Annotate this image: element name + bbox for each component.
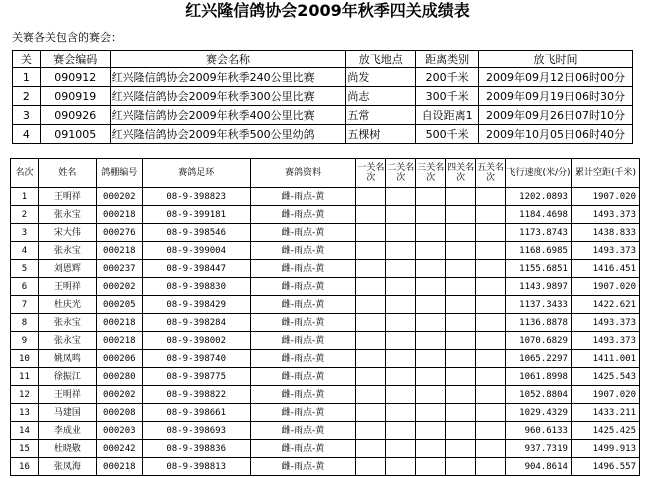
- result-cell: [386, 350, 416, 368]
- result-cell: [386, 242, 416, 260]
- result-cell: 雌-雨点-黄: [250, 368, 356, 386]
- result-cell: 2: [11, 206, 39, 224]
- page-title: 红兴隆信鸽协会2009年秋季四关成绩表: [185, 1, 470, 20]
- races-header-cell: 赛会名称: [110, 51, 346, 68]
- result-cell: 08-9-398836: [142, 440, 250, 458]
- results-header-cell: 鸽棚编号: [96, 159, 142, 188]
- result-cell: 08-9-398002: [142, 332, 250, 350]
- result-cell: 16: [11, 458, 39, 476]
- result-cell: 1425.543: [571, 368, 639, 386]
- results-header-cell: 名次: [11, 159, 39, 188]
- result-cell: [356, 386, 386, 404]
- result-row: [11, 206, 640, 224]
- result-cell: [356, 188, 386, 206]
- result-cell: 1029.4329: [506, 404, 572, 422]
- result-cell: 1137.3433: [506, 296, 572, 314]
- race-cell: 300千米: [416, 87, 479, 106]
- result-cell: 王明祥: [38, 188, 96, 206]
- result-cell: [446, 278, 476, 296]
- result-cell: [356, 224, 386, 242]
- result-cell: [446, 332, 476, 350]
- result-cell: 1907.020: [571, 188, 639, 206]
- result-cell: [416, 458, 446, 476]
- result-cell: [476, 242, 506, 260]
- result-cell: 08-9-398429: [142, 296, 250, 314]
- result-cell: [446, 404, 476, 422]
- result-cell: [356, 278, 386, 296]
- result-cell: 1433.211: [571, 404, 639, 422]
- result-cell: 904.8614: [506, 458, 572, 476]
- result-cell: [476, 332, 506, 350]
- result-cell: [386, 314, 416, 332]
- result-cell: 雌-雨点-黄: [250, 386, 356, 404]
- result-cell: [356, 404, 386, 422]
- result-cell: [476, 368, 506, 386]
- results-table: [10, 158, 640, 476]
- result-cell: 雌-雨点-黄: [250, 314, 356, 332]
- result-cell: [416, 350, 446, 368]
- result-cell: 7: [11, 296, 39, 314]
- race-cell: 2009年09月26日07时10分: [479, 106, 633, 125]
- result-cell: 雌-雨点-黄: [250, 260, 356, 278]
- result-cell: 6: [11, 278, 39, 296]
- result-cell: 000202: [96, 278, 142, 296]
- result-row: [11, 188, 640, 206]
- result-cell: [476, 188, 506, 206]
- result-cell: 000202: [96, 188, 142, 206]
- result-cell: [446, 368, 476, 386]
- result-cell: [356, 350, 386, 368]
- result-cell: 杜庆光: [38, 296, 96, 314]
- results-header-cell: 姓名: [38, 159, 96, 188]
- result-cell: [446, 296, 476, 314]
- result-cell: 1168.6985: [506, 242, 572, 260]
- result-cell: [476, 440, 506, 458]
- result-cell: [386, 458, 416, 476]
- result-cell: [386, 422, 416, 440]
- result-cell: 000205: [96, 296, 142, 314]
- result-cell: 1416.451: [571, 260, 639, 278]
- result-cell: 08-9-398284: [142, 314, 250, 332]
- race-cell: 090926: [40, 106, 110, 125]
- result-cell: [386, 386, 416, 404]
- result-cell: 937.7319: [506, 440, 572, 458]
- result-cell: 雌-雨点-黄: [250, 188, 356, 206]
- result-cell: 宋大伟: [38, 224, 96, 242]
- result-cell: [356, 422, 386, 440]
- results-header-cell: 一关名次: [356, 159, 386, 188]
- results-header-row: [11, 159, 640, 188]
- result-cell: 雌-雨点-黄: [250, 296, 356, 314]
- result-cell: 08-9-398822: [142, 386, 250, 404]
- result-cell: 1155.6851: [506, 260, 572, 278]
- result-cell: 姚凤鸣: [38, 350, 96, 368]
- result-cell: 9: [11, 332, 39, 350]
- result-cell: [356, 296, 386, 314]
- result-cell: [416, 224, 446, 242]
- result-cell: [356, 206, 386, 224]
- result-cell: 4: [11, 242, 39, 260]
- result-cell: 1493.373: [571, 332, 639, 350]
- result-row: [11, 314, 640, 332]
- result-row: [11, 224, 640, 242]
- result-cell: 10: [11, 350, 39, 368]
- races-table: [12, 50, 633, 144]
- result-cell: [386, 332, 416, 350]
- result-cell: [386, 404, 416, 422]
- races-header-cell: 放飞时间: [479, 51, 633, 68]
- result-cell: 1: [11, 188, 39, 206]
- result-cell: 王明祥: [38, 386, 96, 404]
- result-cell: 000202: [96, 386, 142, 404]
- race-cell: 1: [13, 68, 41, 87]
- result-cell: [476, 224, 506, 242]
- race-cell: 3: [13, 106, 41, 125]
- result-cell: [416, 440, 446, 458]
- result-cell: 000218: [96, 458, 142, 476]
- result-cell: 960.6133: [506, 422, 572, 440]
- races-header-row: [13, 51, 633, 68]
- result-cell: 1496.557: [571, 458, 639, 476]
- race-row: [13, 106, 633, 125]
- result-cell: [476, 386, 506, 404]
- result-row: [11, 404, 640, 422]
- result-cell: [356, 458, 386, 476]
- result-cell: [446, 440, 476, 458]
- race-cell: 090912: [40, 68, 110, 87]
- result-cell: 雌-雨点-黄: [250, 350, 356, 368]
- result-cell: [416, 242, 446, 260]
- result-cell: 5: [11, 260, 39, 278]
- result-row: [11, 332, 640, 350]
- race-cell: 2009年09月19日06时30分: [479, 87, 633, 106]
- result-cell: 000237: [96, 260, 142, 278]
- result-cell: 08-9-398447: [142, 260, 250, 278]
- result-cell: 雌-雨点-黄: [250, 332, 356, 350]
- result-cell: [446, 260, 476, 278]
- result-cell: 3: [11, 224, 39, 242]
- result-cell: 张凤海: [38, 458, 96, 476]
- result-row: [11, 296, 640, 314]
- result-cell: 1065.2297: [506, 350, 572, 368]
- result-cell: [476, 404, 506, 422]
- result-row: [11, 278, 640, 296]
- result-cell: 雌-雨点-黄: [250, 206, 356, 224]
- result-cell: 雌-雨点-黄: [250, 440, 356, 458]
- result-cell: 08-9-398661: [142, 404, 250, 422]
- result-cell: 000218: [96, 332, 142, 350]
- results-header-cell: 五关名次: [476, 159, 506, 188]
- result-cell: 张永宝: [38, 314, 96, 332]
- results-header-cell: 赛鸽足环: [142, 159, 250, 188]
- result-cell: 1907.020: [571, 386, 639, 404]
- result-cell: 张永宝: [38, 206, 96, 224]
- result-cell: 000280: [96, 368, 142, 386]
- result-cell: [416, 422, 446, 440]
- result-row: [11, 458, 640, 476]
- result-cell: 李成业: [38, 422, 96, 440]
- result-cell: 000203: [96, 422, 142, 440]
- result-cell: 8: [11, 314, 39, 332]
- result-row: [11, 440, 640, 458]
- result-cell: [446, 188, 476, 206]
- result-cell: [476, 458, 506, 476]
- result-cell: 1052.8804: [506, 386, 572, 404]
- result-cell: [416, 314, 446, 332]
- race-cell: 五棵树: [346, 125, 416, 144]
- result-row: [11, 350, 640, 368]
- result-cell: [416, 260, 446, 278]
- result-cell: 1499.913: [571, 440, 639, 458]
- result-cell: [416, 386, 446, 404]
- result-cell: 1173.8743: [506, 224, 572, 242]
- race-cell: 五常: [346, 106, 416, 125]
- result-cell: 雌-雨点-黄: [250, 242, 356, 260]
- result-cell: 08-9-398740: [142, 350, 250, 368]
- race-cell: 红兴隆信鸽协会2009年秋季400公里比赛: [110, 106, 346, 125]
- race-cell: 090919: [40, 87, 110, 106]
- result-row: [11, 242, 640, 260]
- result-cell: [386, 278, 416, 296]
- result-cell: 1136.8878: [506, 314, 572, 332]
- result-cell: 08-9-399181: [142, 206, 250, 224]
- race-cell: 091005: [40, 125, 110, 144]
- result-cell: 1493.373: [571, 242, 639, 260]
- result-cell: 13: [11, 404, 39, 422]
- results-header-cell: 二关名次: [386, 159, 416, 188]
- results-header-cell: 累计空距(千米): [571, 159, 639, 188]
- result-cell: 1493.373: [571, 314, 639, 332]
- result-cell: 刘恩辉: [38, 260, 96, 278]
- result-cell: 12: [11, 386, 39, 404]
- result-cell: [386, 368, 416, 386]
- result-cell: 14: [11, 422, 39, 440]
- result-cell: 1425.425: [571, 422, 639, 440]
- result-cell: 1438.833: [571, 224, 639, 242]
- races-subtitle: 关赛各关包含的赛会：: [12, 31, 122, 44]
- result-cell: 1202.0893: [506, 188, 572, 206]
- result-cell: 08-9-398830: [142, 278, 250, 296]
- results-header-cell: 飞行速度(米/分): [506, 159, 572, 188]
- result-cell: [476, 350, 506, 368]
- results-header-cell: 三关名次: [416, 159, 446, 188]
- result-cell: [446, 206, 476, 224]
- races-header-cell: 关: [13, 51, 41, 68]
- result-cell: 徐振江: [38, 368, 96, 386]
- result-row: [11, 422, 640, 440]
- result-cell: 1907.020: [571, 278, 639, 296]
- result-cell: [446, 242, 476, 260]
- result-cell: [386, 296, 416, 314]
- result-cell: 08-9-398775: [142, 368, 250, 386]
- result-cell: 08-9-398813: [142, 458, 250, 476]
- result-cell: 雌-雨点-黄: [250, 404, 356, 422]
- races-header-cell: 放飞地点: [346, 51, 416, 68]
- race-cell: 200千米: [416, 68, 479, 87]
- result-cell: [446, 386, 476, 404]
- race-row: [13, 87, 633, 106]
- result-cell: [386, 440, 416, 458]
- result-cell: [416, 404, 446, 422]
- result-cell: 马建国: [38, 404, 96, 422]
- result-cell: [356, 242, 386, 260]
- result-cell: 08-9-398823: [142, 188, 250, 206]
- result-cell: 1422.621: [571, 296, 639, 314]
- result-cell: 000208: [96, 404, 142, 422]
- results-header-cell: 赛鸽资料: [250, 159, 356, 188]
- result-cell: [476, 422, 506, 440]
- result-row: [11, 368, 640, 386]
- result-cell: [476, 206, 506, 224]
- result-cell: [416, 296, 446, 314]
- result-cell: 雌-雨点-黄: [250, 422, 356, 440]
- race-cell: 尚志: [346, 87, 416, 106]
- race-cell: 2: [13, 87, 41, 106]
- result-row: [11, 386, 640, 404]
- result-cell: [356, 332, 386, 350]
- result-cell: [356, 440, 386, 458]
- race-cell: 2009年10月05日06时40分: [479, 125, 633, 144]
- result-cell: [476, 278, 506, 296]
- races-header-cell: 距离类别: [416, 51, 479, 68]
- race-row: [13, 125, 633, 144]
- result-cell: 1411.001: [571, 350, 639, 368]
- result-cell: [416, 188, 446, 206]
- result-cell: 杜晓敬: [38, 440, 96, 458]
- result-row: [11, 260, 640, 278]
- result-cell: [386, 206, 416, 224]
- result-cell: 000218: [96, 242, 142, 260]
- result-cell: [416, 206, 446, 224]
- result-cell: [476, 314, 506, 332]
- result-cell: 雌-雨点-黄: [250, 458, 356, 476]
- result-cell: 000218: [96, 206, 142, 224]
- result-cell: [416, 332, 446, 350]
- race-cell: 红兴隆信鸽协会2009年秋季500公里幼鸽: [110, 125, 346, 144]
- result-cell: 08-9-398546: [142, 224, 250, 242]
- result-cell: [446, 350, 476, 368]
- result-cell: 000242: [96, 440, 142, 458]
- result-cell: 1143.9897: [506, 278, 572, 296]
- result-cell: 张永宝: [38, 332, 96, 350]
- race-cell: 红兴隆信鸽协会2009年秋季300公里比赛: [110, 87, 346, 106]
- race-cell: 4: [13, 125, 41, 144]
- result-cell: [356, 260, 386, 278]
- result-cell: [446, 224, 476, 242]
- result-cell: [356, 314, 386, 332]
- result-cell: 11: [11, 368, 39, 386]
- result-cell: [386, 188, 416, 206]
- result-cell: 15: [11, 440, 39, 458]
- result-cell: 雌-雨点-黄: [250, 224, 356, 242]
- result-cell: 000218: [96, 314, 142, 332]
- race-cell: 2009年09月12日06时00分: [479, 68, 633, 87]
- result-cell: [446, 458, 476, 476]
- race-row: [13, 68, 633, 87]
- result-cell: [386, 224, 416, 242]
- result-cell: 1061.8998: [506, 368, 572, 386]
- result-cell: 000276: [96, 224, 142, 242]
- result-cell: 雌-雨点-黄: [250, 278, 356, 296]
- result-cell: 1184.4698: [506, 206, 572, 224]
- race-cell: 尚发: [346, 68, 416, 87]
- result-cell: 08-9-398693: [142, 422, 250, 440]
- result-cell: 张永宝: [38, 242, 96, 260]
- results-header-cell: 四关名次: [446, 159, 476, 188]
- result-cell: 000206: [96, 350, 142, 368]
- result-cell: [356, 368, 386, 386]
- races-header-cell: 赛会编码: [40, 51, 110, 68]
- result-cell: [416, 368, 446, 386]
- race-cell: 500千米: [416, 125, 479, 144]
- result-cell: 1493.373: [571, 206, 639, 224]
- result-cell: [416, 278, 446, 296]
- race-cell: 红兴隆信鸽协会2009年秋季240公里比赛: [110, 68, 346, 87]
- result-cell: [476, 296, 506, 314]
- result-cell: [476, 260, 506, 278]
- result-cell: 1070.6829: [506, 332, 572, 350]
- result-cell: [446, 314, 476, 332]
- race-cell: 自设距离1: [416, 106, 479, 125]
- result-cell: [446, 422, 476, 440]
- result-cell: [386, 260, 416, 278]
- result-cell: 王明祥: [38, 278, 96, 296]
- result-cell: 08-9-399004: [142, 242, 250, 260]
